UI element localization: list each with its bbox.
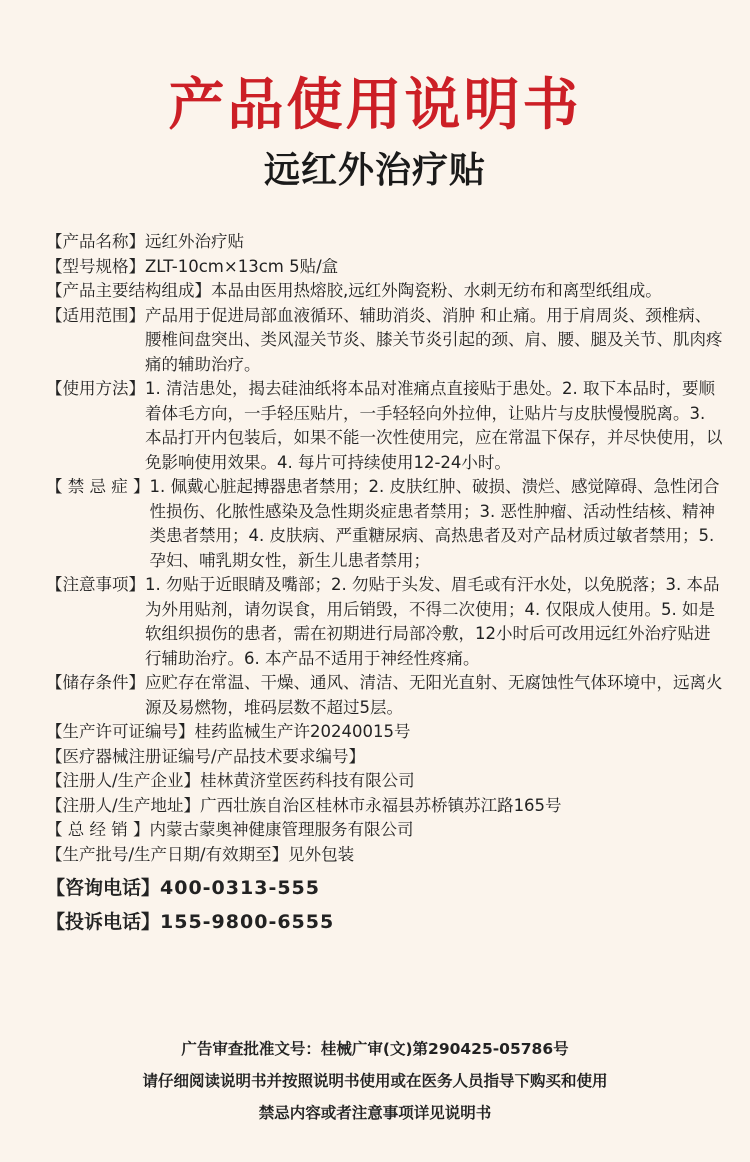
spec-label: 【生产许可证编号】 [46,722,195,741]
spec-label: 【适用范围】 [46,305,145,325]
spec-row-batch-info [46,843,726,868]
spec-label: 【储存条件】 [46,673,145,692]
complaint-phone-row [46,905,726,939]
spec-label: 【产品主要结构组成】 [46,281,211,300]
spec-value: 桂药监械生产许20240015号 [194,722,411,741]
spec-label: 【产品名称】 [46,232,145,251]
spec-value: 内蒙古蒙奥神健康管理服务有限公司 [149,820,414,839]
consult-phone-label: 【咨询电话】 [46,877,161,899]
spec-label: 【使用方法】 [46,379,145,398]
spec-row-address [46,794,726,819]
spec-value: 应贮存在常温、干燥、通风、清洁、无阳光直射、无腐蚀性气体环境中，远离火源及易燃物，堆码层数不超过5层。 [145,673,723,717]
spec-value: 本品由医用热熔胶,远红外陶瓷粉、水刺无纺布和离型纸组成。 [211,281,662,300]
spec-list [46,230,726,939]
spec-row-storage [46,671,726,720]
ad-approval-number: 广告审查批准文号：桂械广审(文)第290425-05786号 [181,1040,569,1058]
spec-label: 【型号规格】 [46,256,145,276]
spec-value: 远红外治疗贴 [145,232,244,251]
spec-label: 【注册人/生产地址】 [46,795,201,815]
consult-phone-number: 400-0313-555 [160,877,320,899]
complaint-phone-number: 155-9800-6555 [160,911,335,933]
spec-value: 见外包装 [288,844,355,864]
spec-value: 广西壮族自治区桂林市永福县苏桥镇苏江路165号 [200,795,562,815]
spec-row-precautions [46,573,726,671]
spec-label: 【医疗器械注册证编号/产品技术要求编号】 [46,746,366,766]
spec-label: 【注意事项】 [46,575,145,594]
spec-row-model [46,255,726,280]
spec-label: 【 总 经 销 】 [46,820,150,839]
spec-row-registration-number [46,745,726,770]
spec-label: 【注册人/生产企业】 [46,771,201,790]
spec-value: 桂林黄济堂医药科技有限公司 [200,771,415,790]
complaint-phone-label: 【投诉电话】 [46,911,161,933]
spec-row-structure [46,279,726,304]
spec-value: 1. 清洁患处，揭去硅油纸将本品对准痛点直接贴于患处。2. 取下本品时，要顺着体毛方向，一手轻压贴片，一手轻轻向外拉伸，让贴片与皮肤慢慢脱离。3. 本品打开内包装后，如果不能一次性使用完，应在常温下保存，并尽快使用，以免影响使用效果。4. 每片可持续使用12-24小时。 [145,379,723,472]
spec-row-scope [46,304,726,378]
spec-value: 1. 佩戴心脏起搏器患者禁用；2. 皮肤红肿、破损、溃烂、感觉障碍、急性闭合性损伤、化脓性感染及急性期炎症患者禁用；3. 恶性肿瘤、活动性结核、精神类患者禁用；4. 皮肤病、严重糖尿病、高热患者及对产品材质过敏者禁用；5. 孕妇、哺乳期女性，新生儿患者禁用； [149,477,720,570]
page-title: 产品使用说明书 [168,73,582,138]
spec-value: 1. 勿贴于近眼睛及嘴部；2. 勿贴于头发、眉毛或有汗水处，以免脱落；3. 本品为外用贴剂，请勿误食，用后销毁，不得二次使用；4. 仅限成人使用。5. 如是软组织损伤的患者，需在初期进行局部冷敷，12小时后可改用远红外治疗贴进行辅助治疗。6. 本产品不适用于神经性疼痛。 [145,575,720,668]
spec-label: 【 禁 忌 症 】 [46,477,150,496]
product-subtitle: 远红外治疗贴 [263,150,486,191]
spec-row-manufacturer [46,769,726,794]
spec-value: ZLT-10cm×13cm 5贴/盒 [145,256,339,276]
spec-row-usage [46,377,726,475]
reading-notice: 请仔细阅读说明书并按照说明书使用或在医务人员指导下购买和使用 [142,1072,608,1090]
contraindication-notice: 禁忌内容或者注意事项详见说明书 [258,1104,492,1122]
footer-notice [0,1033,750,1129]
spec-value: 产品用于促进局部血液循环、辅助消炎、消肿 和止痛。用于肩周炎、颈椎病、腰椎间盘突出、类风湿关节炎、膝关节炎引起的颈、肩、腰、腿及关节、肌肉疼痛的辅助治疗。 [145,305,723,374]
spec-row-distributor [46,818,726,843]
spec-row-contraindications [46,475,726,573]
spec-row-product-name [46,230,726,255]
spec-row-production-license [46,720,726,745]
spec-label: 【生产批号/生产日期/有效期至】 [46,844,289,864]
consult-phone-row [46,871,726,905]
